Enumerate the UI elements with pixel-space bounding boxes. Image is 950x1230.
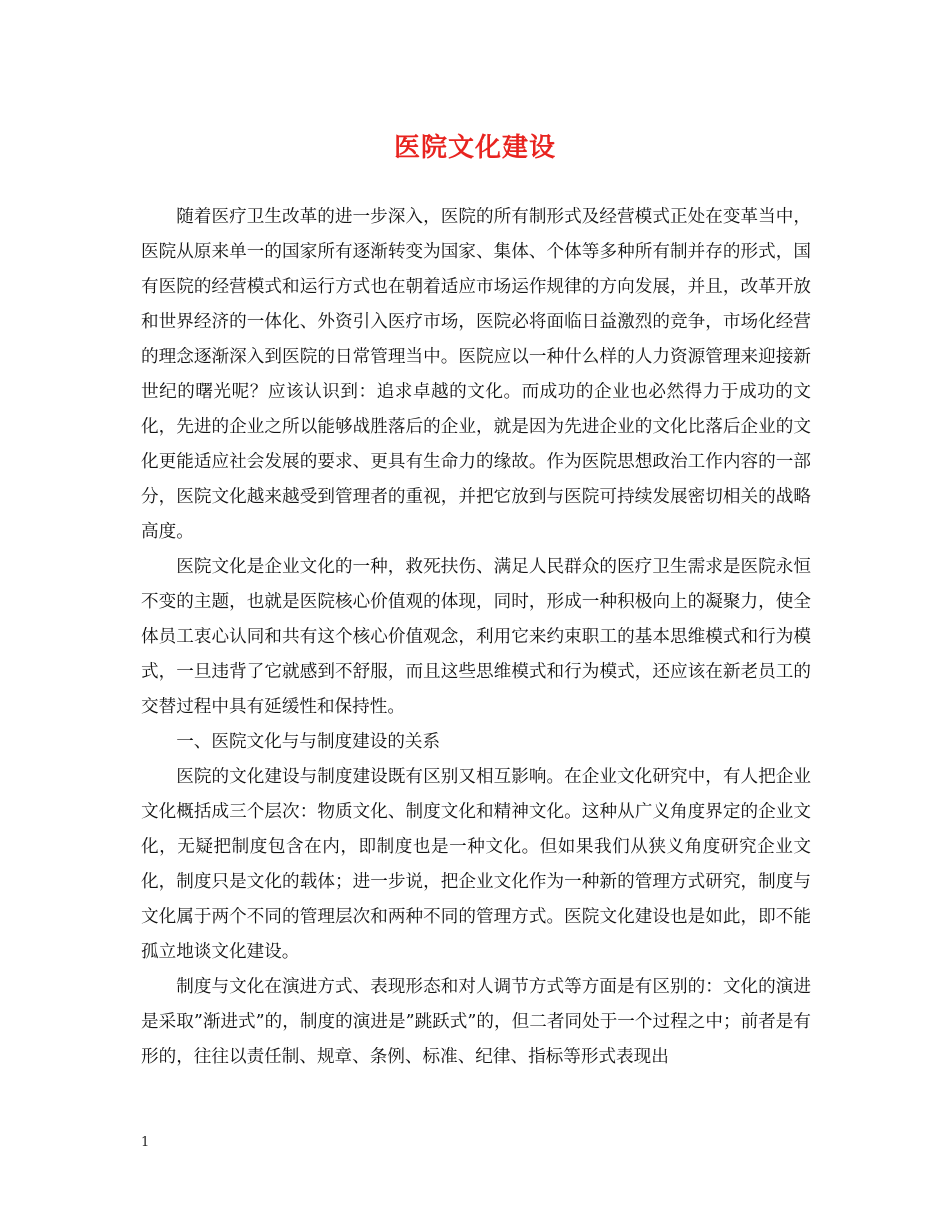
document-title: 医院文化建设 [393, 133, 556, 163]
paragraph: 医院的文化建设与制度建设既有区别又相互影响。在企业文化研究中，有人把企业文化概括成三个层次：物质文化、制度文化和精神文化。这种从广义角度界定的企业文化，无疑把制度包含在内，即制度也是一种文化。但如果我们从狭义角度研究企业文化，制度只是文化的载体；进一步说，把企业文化作为一种新的管理方式研究，制度与文化属于两个不同的管理层次和两种不同的管理方式。医院文化建设也是如此，即不能孤立地谈文化建设。 [141, 767, 811, 962]
page-number: 1 [141, 1135, 150, 1150]
paragraph: 随着医疗卫生改革的进一步深入，医院的所有制形式及经营模式正处在变革当中，医院从原来单一的国家所有逐渐转变为国家、集体、个体等多种所有制并存的形式，国有医院的经营模式和运行方式也在朝着适应市场运作规律的方向发展，并且，改革开放和世界经济的一体化、外资引入医疗市场，医院必将面临日益激烈的竞争，市场化经营的理念逐渐深入到医院的日常管理当中。医院应以一种什么样的人力资源管理来迎接新世纪的曙光呢？应该认识到：追求卓越的文化。而成功的企业也必然得力于成功的文化，先进的企业之所以能够战胜落后的企业，就是因为先进企业的文化比落后企业的文化更能适应社会发展的要求、更具有生命力的缘故。作为医院思想政治工作内容的一部分，医院文化越来越受到管理者的重视，并把它放到与医院可持续发展密切相关的战略高度。 [141, 207, 811, 542]
document-body [141, 200, 811, 1075]
paragraph: 制度与文化在演进方式、表现形态和对人调节方式等方面是有区别的：文化的演进是采取”渐进式”的，制度的演进是”跳跃式”的，但二者同处于一个过程之中；前者是有形的，往往以责任制、规章、条例、标准、纪律、指标等形式表现出 [141, 977, 811, 1067]
paragraph: 医院文化是企业文化的一种，救死扶伤、满足人民群众的医疗卫生需求是医院永恒不变的主题，也就是医院核心价值观的体现，同时，形成一种积极向上的凝聚力，使全体员工衷心认同和共有这个核心价值观念，利用它来约束职工的基本思维模式和行为模式，一旦违背了它就感到不舒服，而且这些思维模式和行为模式，还应该在新老员工的交替过程中具有延缓性和保持性。 [141, 557, 811, 717]
section-heading: 一、医院文化与与制度建设的关系 [176, 732, 441, 752]
